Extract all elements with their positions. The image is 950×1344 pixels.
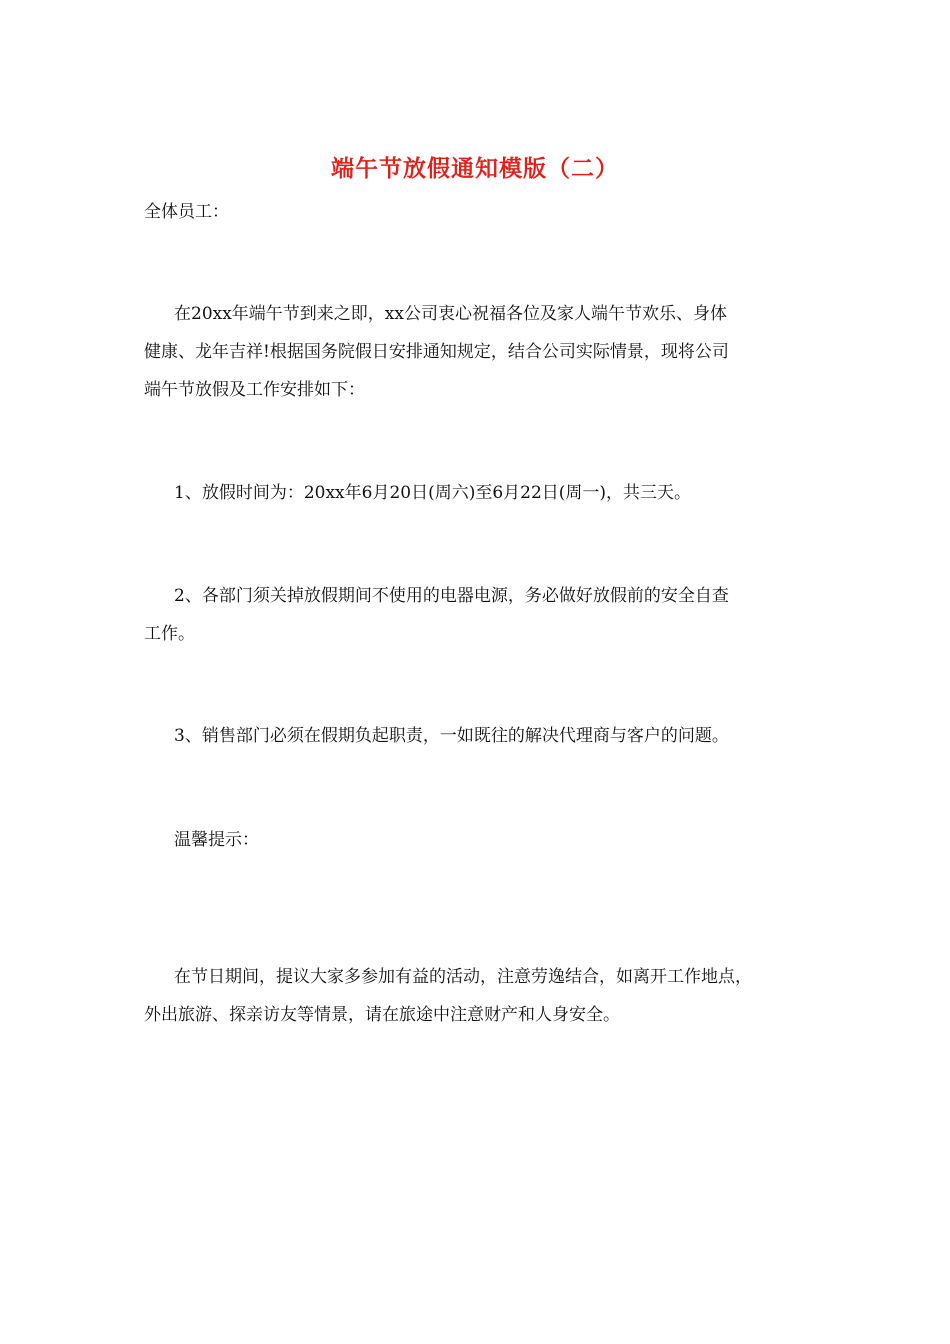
item-3: 3、销售部门必须在假期负起职责，一如既往的解决代理商与客户的问题。 xyxy=(174,726,729,746)
item-2-line-2: 工作。 xyxy=(144,624,195,644)
tips-line-1: 在节日期间，提议大家多参加有益的活动，注意劳逸结合，如离开工作地点， xyxy=(174,967,752,987)
tips-heading: 温馨提示： xyxy=(174,830,259,850)
item-2-paragraph xyxy=(144,577,834,653)
item-2-line-1: 2、各部门须关掉放假期间不使用的电器电源，务必做好放假前的安全自查 xyxy=(174,586,729,606)
intro-paragraph xyxy=(144,295,834,409)
document-title: 端午节放假通知模版（二） xyxy=(331,155,619,182)
intro-line-3: 端午节放假及工作安排如下： xyxy=(144,380,365,400)
salutation: 全体员工： xyxy=(144,202,229,222)
intro-line-2: 健康、龙年吉祥!根据国务院假日安排通知规定，结合公司实际情景，现将公司 xyxy=(144,342,729,362)
intro-line-1: 在20xx年端午节到来之即，xx公司衷心祝福各位及家人端午节欢乐、身体 xyxy=(174,304,727,324)
tips-line-2: 外出旅游、探亲访友等情景，请在旅途中注意财产和人身安全。 xyxy=(144,1005,620,1025)
item-1: 1、放假时间为：20xx年6月20日(周六)至6月22日(周一)，共三天。 xyxy=(174,483,692,503)
tips-paragraph xyxy=(144,958,834,1034)
